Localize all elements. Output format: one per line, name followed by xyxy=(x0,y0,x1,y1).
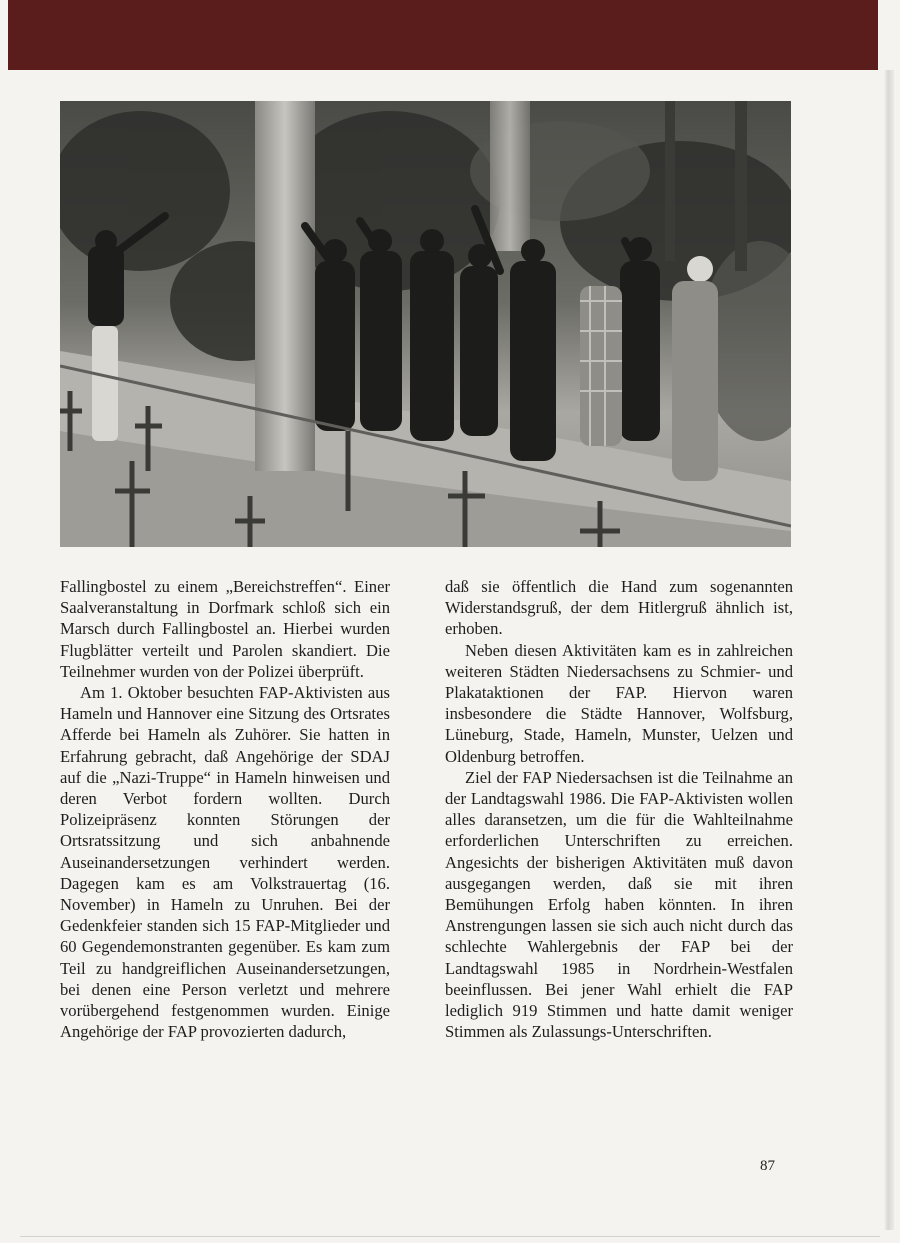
paragraph: daß sie öffentlich die Hand zum sogenannten Widerstandsgruß, der dem Hitlergruß ähnlich ist, erhoben. xyxy=(445,577,793,639)
ceremony-photo xyxy=(60,101,791,547)
paragraph: Am 1. Oktober besuchten FAP-Aktivisten aus Hameln und Hannover eine Sitzung des Ortsrates Afferde bei Hameln als Zuhörer. Sie hatten in Erfahrung gebracht, daß Angehörige der SDAJ auf die „Nazi-Truppe“ in Hameln hinweisen und deren Verbot fordern wollten. Durch Polizeipräsenz konnten Störungen der Ortsratssitzung und sich anbahnende Auseinandersetzungen verhindert werden. Dagegen kam es am Volkstrauertag (16. November) in Hameln zu Unruhen. Bei der Gedenkfeier standen sich 15 FAP-Mitglieder und 60 Gegendemonstranten gegenüber. Es kam zum Teil zu handgreiflichen Auseinandersetzungen, bei denen eine Person verletzt und mehrere vorübergehend festgenommen wurden. Einige Angehörige der FAP provozierten dadurch, xyxy=(60,683,390,1042)
page-bottom-edge xyxy=(20,1236,880,1237)
left-text-column xyxy=(60,576,390,1042)
paragraph: Neben diesen Aktivitäten kam es in zahlreichen weiteren Städten Niedersachsens zu Schmier- und Plakataktionen der FAP. Hiervon waren insbesondere die Städte Hannover, Wolfsburg, Lüneburg, Stade, Hameln, Munster, Uelzen und Oldenburg betroffen. xyxy=(445,640,793,766)
page-number: 87 xyxy=(760,1158,775,1174)
right-text-column xyxy=(445,576,793,1042)
paragraph: Fallingbostel zu einem „Bereichstreffen“. Einer Saalveranstaltung in Dorfmark schloß sich ein Marsch durch Fallingbostel an. Hierbei wurden Flugblätter verteilt und Parolen skandiert. Die Teilnehmer wurden von der Polizei überprüft. xyxy=(60,577,390,681)
header-band xyxy=(8,0,878,70)
photo-icon xyxy=(60,101,791,547)
paragraph: Ziel der FAP Niedersachsen ist die Teilnahme an der Landtagswahl 1986. Die FAP-Aktivisten wollen alles daransetzen, um die für die Wahlteilnahme erforderlichen Unterschriften zu erreichen. Angesichts der bisherigen Aktivitäten muß davon ausgegangen werden, daß sie mit ihren Bemühungen Erfolg haben könnten. In ihren Anstrengungen lassen sie sich auch nicht durch das schlechte Wahlergebnis der FAP bei der Landtagswahl 1985 in Nordrhein-Westfalen beeinflussen. Bei jener Wahl erhielt die FAP lediglich 919 Stimmen und hatte damit weniger Stimmen als Zulassungs-Unterschriften. xyxy=(445,767,793,1042)
page-edge-shadow xyxy=(884,70,894,1230)
